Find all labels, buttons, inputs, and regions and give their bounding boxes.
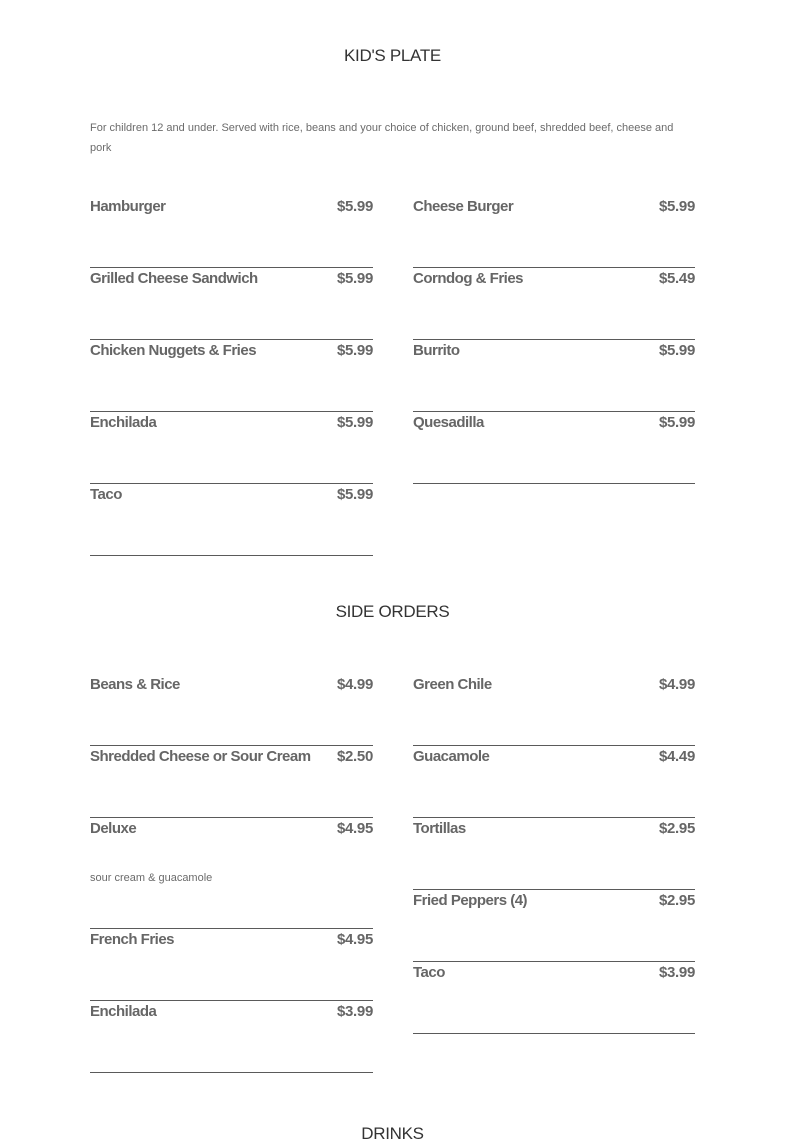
item-name: Quesadilla	[413, 414, 484, 431]
item-name: French Fries	[90, 931, 175, 948]
item-price: $5.99	[658, 198, 695, 215]
item-name: Enchilada	[90, 1003, 157, 1020]
menu-item	[90, 197, 373, 268]
item-price: $4.99	[336, 676, 373, 693]
item-price: $5.99	[658, 414, 695, 431]
item-name: Cheese Burger	[413, 198, 514, 215]
item-price: $2.50	[336, 748, 373, 765]
menu-item	[413, 413, 695, 484]
menu-item	[90, 747, 373, 818]
kids-plate-title: KID'S PLATE	[344, 46, 441, 65]
menu-item	[90, 341, 373, 412]
kids-plate-right-column	[413, 197, 695, 484]
kids-plate-left-column	[90, 197, 373, 556]
menu-item	[413, 675, 695, 746]
item-name: Guacamole	[413, 748, 490, 765]
menu-item	[413, 963, 695, 1034]
item-price: $3.99	[658, 964, 695, 981]
item-name: Green Chile	[413, 676, 492, 693]
item-price: $5.99	[336, 486, 373, 503]
item-price: $5.99	[658, 342, 695, 359]
item-price: $5.99	[336, 270, 373, 287]
item-price: $4.99	[658, 676, 695, 693]
menu-item	[90, 485, 373, 556]
side-orders-left-column	[90, 675, 373, 1073]
menu-item	[413, 269, 695, 340]
item-price: $5.49	[658, 270, 695, 287]
item-price: $4.49	[658, 748, 695, 765]
menu-item	[90, 930, 373, 1001]
menu-item	[90, 1002, 373, 1073]
item-price: $5.99	[336, 342, 373, 359]
drinks-title: DRINKS	[361, 1124, 424, 1143]
menu-item	[90, 675, 373, 746]
menu-item	[413, 341, 695, 412]
item-name: Grilled Cheese Sandwich	[90, 270, 258, 287]
side-orders-title: SIDE ORDERS	[335, 602, 450, 621]
menu-item	[413, 891, 695, 962]
item-price: $2.95	[658, 820, 695, 837]
item-description: sour cream & guacamole	[90, 872, 213, 884]
menu-item	[413, 197, 695, 268]
item-name: Shredded Cheese or Sour Cream	[90, 748, 311, 765]
menu-item	[90, 413, 373, 484]
item-name: Beans & Rice	[90, 676, 180, 693]
menu-item	[90, 819, 373, 929]
item-name: Enchilada	[90, 414, 157, 431]
item-name: Tortillas	[413, 820, 466, 837]
kids-plate-description: For children 12 and under. Served with rice, beans and your choice of chicken, ground beef, shredded beef, cheese and pork	[90, 122, 674, 154]
item-name: Taco	[413, 964, 445, 981]
side-orders-right-column	[413, 675, 695, 1034]
item-name: Chicken Nuggets & Fries	[90, 342, 257, 359]
item-name: Fried Peppers (4)	[413, 892, 528, 909]
item-name: Corndog & Fries	[413, 270, 524, 287]
menu-item	[413, 819, 695, 890]
item-name: Burrito	[413, 342, 460, 359]
item-price: $2.95	[658, 892, 695, 909]
menu-item	[413, 747, 695, 818]
item-name: Hamburger	[90, 198, 166, 215]
item-price: $5.99	[336, 414, 373, 431]
item-price: $5.99	[336, 198, 373, 215]
menu-item	[90, 269, 373, 340]
item-name: Deluxe	[90, 820, 137, 837]
item-name: Taco	[90, 486, 122, 503]
item-price: $4.95	[336, 820, 373, 837]
item-price: $4.95	[336, 931, 373, 948]
item-price: $3.99	[336, 1003, 373, 1020]
